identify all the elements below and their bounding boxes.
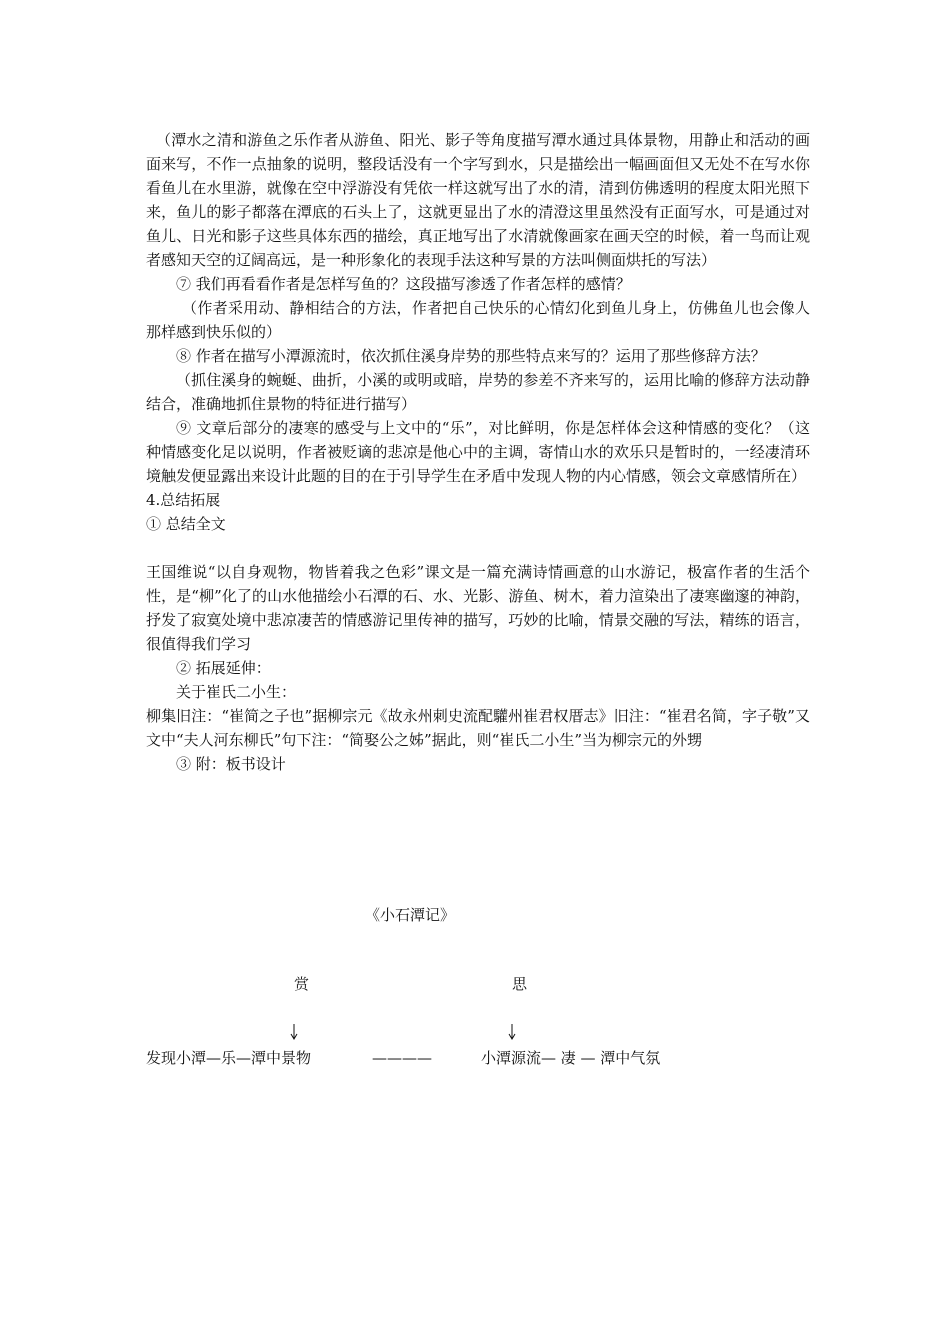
- paragraph: ⑧ 作者在描写小潭源流时，依次抓住溪身岸势的那些特点来写的？运用了那些修辞方法？: [176, 347, 766, 365]
- board-heading-appreciate: 赏: [294, 975, 310, 993]
- paragraph: ① 总结全文: [146, 515, 226, 533]
- paragraph: 王国维说“以自身观物，物皆着我之色彩”课文是一篇充满诗情画意的山水游记，极富作者的生活个性，是“柳”化了的山水他描绘小石潭的石、水、光影、游鱼、树木，着力渲染出了凄寒幽邃的神韵，抒发了寂寞处境中悲凉凄苦的情感游记里传神的描写，巧妙的比喻，情景交融的写法，精练的语言，很值得我们学习: [146, 563, 810, 653]
- paragraph: （潭水之清和游鱼之乐作者从游鱼、阳光、影子等角度描写潭水通过具体景物，用静止和活动的画面来写，不作一点抽象的说明，整段话没有一个字写到水，只是描绘出一幅画面但又无处不在写水你看鱼儿在水里游，就像在空中浮游没有凭依一样这就写出了水的清，清到仿佛透明的程度太阳光照下来，鱼儿的影子都落在潭底的石头上了，这就更显出了水的清澄这里虽然没有正面写水，可是通过对鱼儿、日光和影子这些具体东西的描绘，真正地写出了水清就像画家在画天空的时候，着一鸟而让观者感知天空的辽阔高远，是一种形象化的表现手法这种写景的方法叫侧面烘托的写法）: [146, 131, 810, 269]
- down-arrow-icon: [507, 1024, 517, 1040]
- board-right-line: 小潭源流— 凄 — 潭中气氛: [481, 1049, 661, 1067]
- paragraph: 关于崔氏二小生：: [176, 683, 297, 701]
- paragraph: 4.总结拓展: [146, 491, 221, 509]
- paragraph: （抓住溪身的蜿蜒、曲折，小溪的或明或暗，岸势的参差不齐来写的，运用比喻的修辞方法动静结合，准确地抓住景物的特征进行描写）: [146, 371, 810, 413]
- board-title: 《小石潭记》: [365, 906, 456, 924]
- board-left-line: 发现小潭—乐—潭中景物: [146, 1049, 312, 1067]
- paragraph: ⑦ 我们再看看作者是怎样写鱼的？这段描写渗透了作者怎样的感情？: [176, 275, 631, 293]
- paragraph: ② 拓展延伸：: [176, 659, 271, 677]
- paragraph: ⑨ 文章后部分的凄寒的感受与上文中的“乐”，对比鲜明，你是怎样体会这种情感的变化？（这种情感变化足以说明，作者被贬谪的悲凉是他心中的主调，寄情山水的欢乐只是暂时的，一经凄清环境触发便显露出来设计此题的目的在于引导学生在矛盾中发现人物的内心情感，领会文章感情所在）: [146, 419, 810, 485]
- board-heading-reflect: 思: [512, 975, 528, 993]
- paragraph: 柳集旧注：“崔简之子也”据柳宗元《故永州刺史流配驩州崔君权厝志》旧注：“崔君名简，字子敬”又文中“夫人河东柳氏”句下注：“简娶公之姊”据此，则“崔氏二小生”当为柳宗元的外甥: [146, 707, 810, 749]
- blank-line: [146, 536, 810, 560]
- board-dashes: ————: [372, 1049, 432, 1067]
- down-arrow-icon: [289, 1024, 299, 1040]
- document-body: [146, 128, 810, 776]
- paragraph: ③ 附：板书设计: [176, 755, 286, 773]
- paragraph: （作者采用动、静相结合的方法，作者把自己快乐的心情幻化到鱼儿身上，仿佛鱼儿也会像人那样感到快乐似的）: [146, 299, 810, 341]
